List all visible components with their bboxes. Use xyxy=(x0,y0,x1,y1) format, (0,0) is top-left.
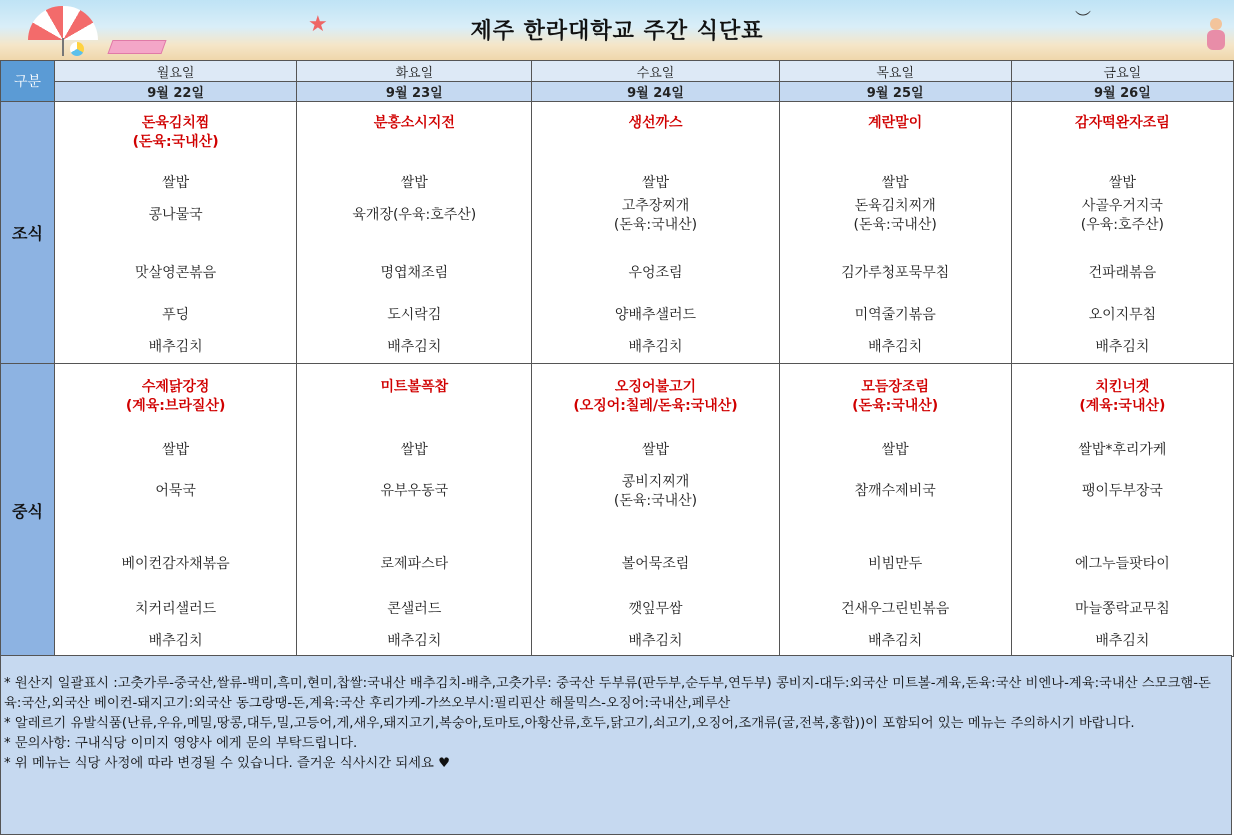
menu-item-rice: 쌀밥 xyxy=(162,442,190,458)
menu-item-soup: 콩비지찌개 (돈육:국내산) xyxy=(613,474,698,509)
menu-table xyxy=(0,60,1234,657)
beach-banner xyxy=(0,0,1234,60)
menu-item-kimchi: 배추김치 xyxy=(628,633,683,649)
date-header: 9월 22일 xyxy=(55,82,297,102)
menu-item-main-dish: 감자떡완자조림 xyxy=(1075,115,1170,131)
date-header: 9월 24일 xyxy=(532,82,779,102)
seagull-icon: ︶ xyxy=(1075,9,1092,28)
menu-item-side-dish-1: 우엉조림 xyxy=(628,265,683,281)
menu-item-soup: 고추장찌개 (돈육:국내산) xyxy=(613,198,698,233)
menu-item-main-dish: 생선까스 xyxy=(628,115,683,131)
menu-item-side-dish-2: 푸딩 xyxy=(162,307,190,323)
lunch-label: 중식 xyxy=(1,364,55,657)
breakfast-cell xyxy=(532,102,779,364)
lunch-cell xyxy=(297,364,532,657)
notes-box xyxy=(0,655,1232,835)
menu-item-rice: 쌀밥 xyxy=(881,175,909,191)
menu-item-side-dish-1: 건파래볶음 xyxy=(1088,265,1157,281)
breakfast-cell xyxy=(297,102,532,364)
menu-item-soup: 유부우동국 xyxy=(380,483,449,499)
menu-item-side-dish-2: 오이지무침 xyxy=(1088,307,1157,323)
menu-item-kimchi: 배추김치 xyxy=(868,633,923,649)
menu-item-kimchi: 배추김치 xyxy=(148,633,203,649)
menu-item-side-dish-1: 볼어묵조림 xyxy=(621,556,690,572)
page-title: 제주 한라대학교 주간 식단표 xyxy=(470,19,764,44)
menu-item-side-dish-2: 양배추샐러드 xyxy=(614,307,697,323)
menu-item-side-dish-2: 마늘쫑락교무침 xyxy=(1075,601,1170,617)
menu-item-soup: 어묵국 xyxy=(155,483,196,499)
menu-item-side-dish-2: 미역줄기볶음 xyxy=(854,307,936,323)
menu-item-soup: 육개장(우육:호주산) xyxy=(352,207,477,223)
menu-item-main-dish: 오징어불고기 (오징어:칠레/돈육:국내산) xyxy=(573,379,738,414)
lunch-cell xyxy=(532,364,779,657)
breakfast-cell xyxy=(1011,102,1233,364)
menu-item-kimchi: 배추김치 xyxy=(387,633,442,649)
starfish-icon: ★ xyxy=(308,12,328,37)
menu-item-kimchi: 배추김치 xyxy=(1095,633,1150,649)
menu-item-side-dish-2: 치커리샐러드 xyxy=(135,601,217,617)
note-origin: * 원산지 일괄표시 :고춧가루-중국산,쌀류-백미,흑미,현미,찹쌀:국내산 배추김치-배추,고춧가루: 중국산 두부류(판두부,순두부,연두부) 콩비지-대두:외국산 미트볼-계육,돈육:국산 비엔나-계육:국내산 스모크햄-돈육:국산,외국산 베이컨-돼지고기:외국산 동그랑땡-돈,계육:국산 후리가케-가쓰오부시:필리핀산 해물믹스-오징어:국내산,페루산 xyxy=(4,676,1211,711)
menu-item-main-dish: 치킨너겟 (계육:국내산) xyxy=(1079,379,1166,414)
menu-item-soup: 돈육김치찌개 (돈육:국내산) xyxy=(853,198,937,233)
menu-item-rice: 쌀밥*후리가케 xyxy=(1078,442,1167,458)
day-header: 월요일 xyxy=(55,61,297,82)
date-header: 9월 26일 xyxy=(1011,82,1233,102)
day-header: 화요일 xyxy=(297,61,532,82)
menu-item-soup: 콩나물국 xyxy=(148,207,203,223)
menu-item-main-dish: 수제닭강정 (계육:브라질산) xyxy=(125,379,226,414)
menu-item-side-dish-1: 로제파스타 xyxy=(380,556,449,572)
menu-item-rice: 쌀밥 xyxy=(1108,175,1136,191)
menu-item-main-dish: 미트볼폭찹 xyxy=(380,379,449,395)
menu-item-rice: 쌀밥 xyxy=(641,442,670,458)
day-header: 수요일 xyxy=(532,61,779,82)
menu-item-soup: 사골우거지국 (우육:호주산) xyxy=(1080,198,1165,233)
menu-item-main-dish: 분홍소시지전 xyxy=(373,115,455,131)
day-header: 금요일 xyxy=(1011,61,1233,82)
menu-item-kimchi: 배추김치 xyxy=(628,339,683,355)
header-label: 구분 xyxy=(1,61,55,102)
menu-item-kimchi: 배추김치 xyxy=(387,339,442,355)
note-allergy: * 알레르기 유발식품(난류,우유,메밀,땅콩,대두,밀,고등어,게,새우,돼지고기,복숭아,토마토,아황산류,호두,닭고기,쇠고기,오징어,조개류(굴,전복,홍합))이 포함되어 있는 메뉴는 주의하시기 바랍니다. xyxy=(4,716,1135,731)
menu-item-main-dish: 돈육김치찜 (돈육:국내산) xyxy=(132,115,219,150)
day-header: 목요일 xyxy=(779,61,1011,82)
menu-item-side-dish-2: 도시락김 xyxy=(387,307,442,323)
breakfast-label: 조식 xyxy=(1,102,55,364)
menu-item-kimchi: 배추김치 xyxy=(1095,339,1150,355)
date-header: 9월 25일 xyxy=(779,82,1011,102)
lunch-cell xyxy=(779,364,1011,657)
menu-item-kimchi: 배추김치 xyxy=(148,339,203,355)
menu-item-rice: 쌀밥 xyxy=(881,442,909,458)
menu-item-side-dish-1: 베이컨감자채볶음 xyxy=(121,556,230,572)
note-change: * 위 메뉴는 식당 사정에 따라 변경될 수 있습니다. 즐거운 식사시간 되세요 ♥ xyxy=(4,756,451,771)
breakfast-cell xyxy=(55,102,297,364)
menu-item-rice: 쌀밥 xyxy=(641,175,670,191)
breakfast-cell xyxy=(779,102,1011,364)
lunch-cell xyxy=(1011,364,1233,657)
menu-item-kimchi: 배추김치 xyxy=(868,339,923,355)
menu-item-rice: 쌀밥 xyxy=(400,442,428,458)
menu-item-rice: 쌀밥 xyxy=(400,175,428,191)
menu-item-main-dish: 모듬장조림 (돈육:국내산) xyxy=(852,379,939,414)
note-contact: * 문의사항: 구내식당 이미지 영양사 에게 문의 부탁드립니다. xyxy=(4,736,358,751)
menu-item-main-dish: 계란말이 xyxy=(868,115,923,131)
lunch-cell xyxy=(55,364,297,657)
date-header: 9월 23일 xyxy=(297,82,532,102)
menu-item-side-dish-2: 콘샐러드 xyxy=(387,601,442,617)
menu-item-side-dish-1: 맛살영콘볶음 xyxy=(135,265,217,281)
menu-item-side-dish-2: 깻잎무쌈 xyxy=(628,601,683,617)
menu-item-side-dish-2: 건새우그린빈볶음 xyxy=(841,601,950,617)
menu-item-soup: 팽이두부장국 xyxy=(1081,483,1163,499)
menu-item-soup: 참깨수제비국 xyxy=(854,483,936,499)
menu-item-rice: 쌀밥 xyxy=(162,175,190,191)
menu-item-side-dish-1: 김가루청포묵무침 xyxy=(841,265,950,281)
menu-item-side-dish-1: 명엽채조림 xyxy=(380,265,449,281)
menu-item-side-dish-1: 에그누들팟타이 xyxy=(1075,556,1170,572)
menu-item-side-dish-1: 비빔만두 xyxy=(868,556,923,572)
